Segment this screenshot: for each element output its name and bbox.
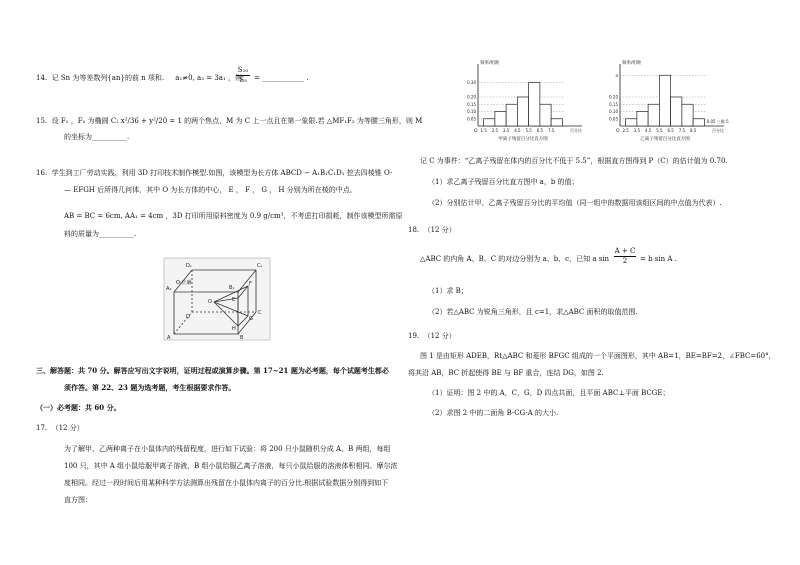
label-C: C: [258, 310, 262, 316]
q17-header: 17. （12 分）: [36, 424, 84, 432]
y-tick-label: 0.30: [467, 80, 476, 85]
q19-line2: 将其沿 AB，BC 折起使得 BE 与 BF 重合，连结 DG，如图 2.: [408, 369, 604, 377]
q18-line1: △ABC 的内角 A、B、C 的对边分别为 a、b、c，已知 a sin: [420, 255, 610, 263]
histogram-bar: [648, 104, 659, 126]
q16-line2: — EFGH 后所得几何体，其中 O 为长方体的中心， E ， F ， G ， H 分别为所在棱的中点，: [64, 186, 357, 194]
q19-header: 19. （12 分）: [408, 332, 456, 340]
y-tick-label: 0.20: [609, 94, 618, 100]
y-tick-label: 0.20: [467, 94, 476, 100]
figure-tag: O·正确: [176, 280, 192, 286]
histogram-bar: [484, 119, 495, 126]
origin-label: O: [474, 129, 478, 134]
histogram-bar: [659, 75, 670, 126]
y-tick-label: 0.15: [609, 101, 618, 107]
q16-line1: 16. 学生到工厂劳动实践，利用 3D 打印技术制作模型.如图，该模型为长方体 ABCD − A₁B₁C₁D₁ 挖去四棱锥 O-: [36, 169, 393, 177]
chart-caption: 甲离子残留百分比直方图: [498, 137, 548, 142]
x-tick-label: 7.5: [547, 128, 555, 133]
x-tick-label: 2.5: [491, 128, 499, 133]
x-tick-label: 1.5: [480, 128, 487, 133]
chart-caption: 乙离子残留百分比直方图: [640, 137, 690, 142]
q17-line4: 直方图：: [64, 496, 92, 504]
q14: 14. 记 Sn 为等差数列{an}的前 n 项和. a₁≠0, a₃ = 3a₁ ，则: [36, 74, 242, 82]
histogram-bar: [626, 119, 637, 126]
section3-line1: 三、解答题：共 70 分。解答应写出文字说明，证明过程或演算步骤。第 17~21 题为必考题，每个试题考生都必: [36, 366, 389, 375]
q17-line1: 为了解甲、乙两种离子在小鼠体内的残留程度，进行如下试验：将 200 只小鼠随机分成 A、B 两组，每组: [64, 445, 391, 453]
x-tick-label: 5.5: [656, 128, 663, 133]
label-B1: B₁: [229, 285, 235, 291]
x-tick-label: 2.5: [622, 128, 629, 133]
label-B: B: [240, 335, 244, 341]
histogram-bar: [506, 104, 517, 126]
cuboid-figure: [162, 256, 272, 342]
histogram-bar: [693, 119, 704, 126]
q19-part2: （2）求图 2 中的二面角 B-CG-A 的大小.: [428, 409, 559, 417]
q18-part2: （2）若△ABC 为锐角三角形，且 c=1，求△ABC 面积的取值范围.: [428, 308, 638, 316]
q18-fraction: A + C 2: [614, 247, 636, 265]
y-axis-label: 频率/组距: [622, 61, 642, 66]
q14-answer: = ____________ .: [254, 74, 309, 82]
q15-equation: x²/36 + y²/20 = 1: [120, 117, 182, 125]
label-G: G: [249, 316, 253, 322]
label-D: D: [186, 314, 190, 320]
y-tick-label: a: [615, 72, 618, 78]
label-D1: D₁: [186, 263, 192, 269]
label-E: E: [232, 297, 236, 303]
label-C1: C₁: [257, 263, 263, 269]
q19-part1: （1）证明：图 2 中的 A，C，G，D 四点共面，且平面 ABC⊥平面 BCGE；: [428, 389, 670, 397]
q14-fraction: S₁₀ S₅: [237, 66, 249, 84]
histogram-bar: [671, 97, 682, 126]
y-axis-label: 频率/组距: [480, 61, 500, 66]
q19-line1: 图 1 是由矩形 ADEB，Rt△ABC 和菱形 BFGC 组成的一个平面图形，其中 AB=1，BE=BF=2，∠FBC=60°，: [420, 352, 776, 360]
y-tick-label: 0.15: [467, 101, 476, 107]
section3-line2: 须作答。第 22、23 题为选考题，考生根据要求作答。: [64, 383, 236, 392]
q18-header: 18. （12 分）: [408, 226, 456, 234]
y-tick-label: 0.10: [609, 109, 618, 114]
histogram-bar: [682, 104, 693, 126]
x-tick-label: 6.5: [667, 128, 674, 133]
x-axis-label: 百分比: [570, 128, 582, 133]
q15-line2: 的坐标为__________.: [64, 133, 130, 141]
q17-line2: 100 只，其中 A 组小鼠给服甲离子溶液，B 组小鼠给服乙离子溶液，每只小鼠给服的溶液体积相同、摩尔浓: [64, 462, 398, 470]
q17-part2: （2）分别估计甲、乙离子残留百分比的平均值（同一组中的数据用该组区间的中点值为代表）.: [428, 199, 722, 207]
chart-annotation: 0.05 三维 5: [706, 119, 729, 124]
q16-line3: AB = BC = 6cm, AA₁ = 4cm ，3D 打印所用原料密度为 0.9 g/cm³，不考虑打印损耗，制作该模型所需原: [64, 212, 403, 220]
x-tick-label: 7.5: [678, 128, 686, 133]
q18-line1b: = b sin A .: [640, 255, 677, 263]
q15: 15. 设 F₁ ，F₂ 为椭圆 C: x²/36 + y²/20 = 1 的两个焦点，M 为 C 上一点且在第一象限.若 △MF₁F₂ 为等腰三角形，则 M: [36, 117, 423, 125]
y-tick-label: 0.05: [609, 116, 618, 122]
x-tick-label: 5.5: [525, 128, 532, 133]
q17-line3: 度相同。经过一段时间后用某种科学方法测算出残留在小鼠体内离子的百分比.根据试验数据分别得到如下: [64, 479, 389, 487]
histogram-bar: [540, 104, 551, 126]
x-tick-label: 4.5: [644, 128, 652, 133]
q17-part1: （1）求乙离子残留百分比直方图中 a，b 的值；: [428, 178, 579, 186]
q18-part1: （1）求 B；: [428, 287, 468, 295]
histogram-chart-1: [458, 60, 590, 146]
q16-line4: 料的质量为__________.: [64, 230, 137, 238]
x-tick-label: 3.5: [633, 128, 641, 133]
must-section: （一）必考题：共 60 分。: [36, 403, 121, 412]
histogram-bar: [495, 112, 506, 127]
origin-label: O: [616, 129, 620, 134]
label-H: H: [232, 326, 236, 332]
x-tick-label: 8.5: [689, 128, 697, 133]
histogram-bar: [551, 119, 562, 126]
x-tick-label: 3.5: [502, 128, 510, 133]
histogram-chart-2: [600, 60, 732, 146]
x-tick-label: 6.5: [536, 128, 544, 133]
label-O: O: [208, 299, 212, 305]
y-tick-label: 0.10: [467, 109, 476, 114]
event-c: 记 C 为事件：“乙离子残留在体内的百分比不低于 5.5”，根据直方图得到 P（C）的估计值为 0.70.: [420, 157, 728, 165]
histogram-bar: [529, 83, 540, 127]
label-F: F: [249, 281, 252, 287]
histogram-bar: [637, 112, 648, 127]
x-axis-label: 百分比: [712, 128, 724, 133]
y-tick-label: 0.05: [467, 116, 476, 122]
x-tick-label: 4.5: [514, 128, 521, 133]
label-A1: A₁: [166, 286, 172, 292]
label-A: A: [167, 335, 171, 341]
histogram-bar: [517, 97, 528, 126]
